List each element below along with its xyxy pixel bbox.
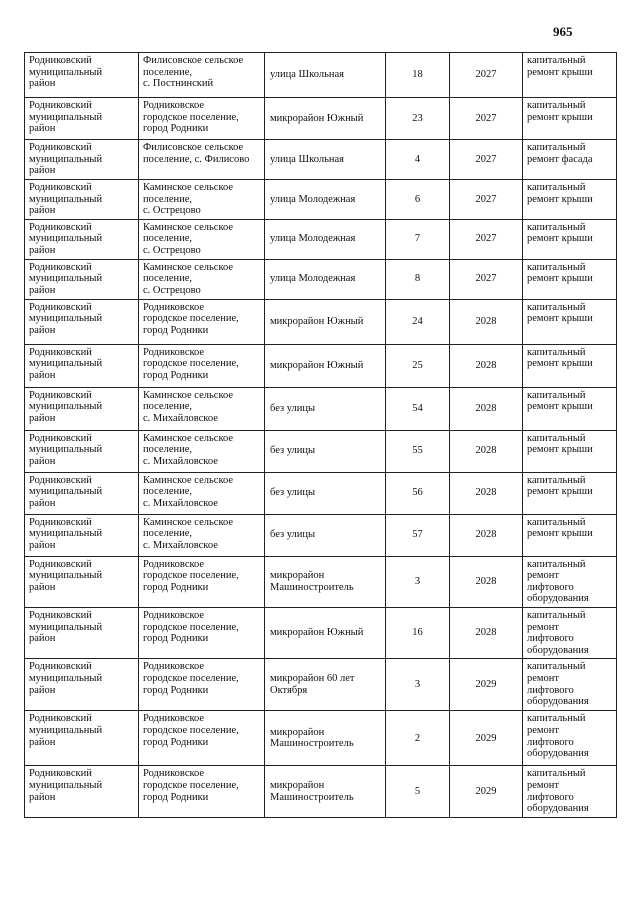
year-cell — [450, 140, 523, 180]
work-type-cell-text: капитальный ремонт крыши — [527, 301, 593, 325]
year-cell — [450, 766, 523, 817]
work-type-cell — [523, 53, 617, 98]
table-row — [25, 259, 617, 299]
settlement-cell — [139, 344, 265, 387]
table-row — [25, 53, 617, 98]
table-row — [25, 180, 617, 220]
work-type-cell — [523, 607, 617, 658]
street-cell — [265, 53, 386, 98]
year-cell — [450, 514, 523, 556]
work-type-cell — [523, 766, 617, 817]
table-row — [25, 556, 617, 607]
house-number-cell — [386, 766, 450, 817]
settlement-cell-text: Каминское сельское поселение, с. Михайловское — [143, 389, 234, 424]
table-body — [25, 53, 617, 818]
house-number-cell-text: 24 — [412, 315, 423, 327]
settlement-cell — [139, 98, 265, 140]
district-cell-text: Родниковский муниципальный район — [29, 609, 103, 645]
year-cell — [450, 711, 523, 766]
street-cell — [265, 219, 386, 259]
settlement-cell — [139, 556, 265, 607]
house-number-cell — [386, 430, 450, 472]
district-cell-text: Родниковский муниципальный район — [29, 142, 103, 177]
house-number-cell-text: 2 — [414, 732, 421, 744]
house-number-cell-text: 57 — [412, 529, 423, 541]
settlement-cell — [139, 711, 265, 766]
house-number-cell-text: 4 — [414, 153, 421, 165]
work-type-cell — [523, 556, 617, 607]
work-type-cell — [523, 219, 617, 259]
settlement-cell — [139, 472, 265, 514]
work-type-cell-text: капитальный ремонт крыши — [527, 474, 593, 498]
house-number-cell — [386, 344, 450, 387]
street-cell-text: микрорайон Машиностроитель — [270, 570, 354, 593]
year-cell — [450, 180, 523, 220]
district-cell — [25, 472, 139, 514]
settlement-cell — [139, 219, 265, 259]
district-cell — [25, 514, 139, 556]
year-cell — [450, 387, 523, 430]
street-cell-text: микрорайон Южный — [270, 627, 364, 639]
year-cell-text: 2027 — [475, 273, 497, 285]
settlement-cell-text: Родниковское городское поселение, город Родники — [143, 609, 239, 645]
year-cell — [450, 299, 523, 344]
street-cell — [265, 430, 386, 472]
street-cell-text: без улицы — [270, 445, 316, 457]
house-number-cell — [386, 98, 450, 140]
work-type-cell-text: капитальный ремонт лифтового оборудования — [527, 609, 589, 656]
table-row — [25, 514, 617, 556]
district-cell-text: Родниковский муниципальный район — [29, 301, 103, 336]
street-cell — [265, 711, 386, 766]
work-type-cell — [523, 514, 617, 556]
table-row — [25, 387, 617, 430]
table-row — [25, 711, 617, 766]
settlement-cell — [139, 659, 265, 711]
settlement-cell-text: Родниковское городское поселение, город Родники — [143, 661, 239, 696]
house-number-cell — [386, 472, 450, 514]
street-cell-text: без улицы — [270, 402, 316, 414]
district-cell — [25, 259, 139, 299]
work-type-cell-text: капитальный ремонт крыши — [527, 261, 593, 285]
street-cell-text: улица Молодежная — [270, 233, 356, 245]
year-cell-text: 2028 — [475, 575, 497, 587]
district-cell-text: Родниковский муниципальный район — [29, 261, 103, 296]
year-cell — [450, 53, 523, 98]
street-cell — [265, 659, 386, 711]
work-type-cell-text: капитальный ремонт лифтового оборудования — [527, 661, 589, 708]
work-type-cell — [523, 711, 617, 766]
page-number: 965 — [553, 24, 573, 39]
year-cell-text: 2028 — [475, 315, 497, 327]
street-cell-text: микрорайон 60 лет Октября — [270, 673, 355, 696]
street-cell — [265, 259, 386, 299]
district-cell — [25, 344, 139, 387]
house-number-cell-text: 56 — [412, 487, 423, 499]
house-number-cell-text: 3 — [414, 575, 421, 587]
work-type-cell-text: капитальный ремонт крыши — [527, 389, 593, 413]
work-type-cell — [523, 659, 617, 711]
year-cell-text: 2028 — [475, 487, 497, 499]
settlement-cell — [139, 299, 265, 344]
work-type-cell-text: капитальный ремонт крыши — [527, 182, 593, 205]
street-cell — [265, 299, 386, 344]
work-type-cell-text: капитальный ремонт фасада — [527, 142, 593, 165]
house-number-cell — [386, 180, 450, 220]
house-number-cell — [386, 140, 450, 180]
street-cell-text: улица Школьная — [270, 69, 344, 81]
house-number-cell-text: 5 — [414, 785, 421, 797]
house-number-cell-text: 55 — [412, 445, 423, 457]
house-number-cell-text: 6 — [414, 193, 421, 205]
year-cell — [450, 659, 523, 711]
street-cell — [265, 344, 386, 387]
year-cell-text: 2027 — [475, 69, 497, 81]
repair-schedule-table — [24, 52, 617, 818]
table-row — [25, 219, 617, 259]
year-cell-text: 2028 — [475, 627, 497, 639]
settlement-cell-text: Филисовское сельское поселение, с. Постнинский — [143, 55, 244, 90]
settlement-cell — [139, 514, 265, 556]
work-type-cell — [523, 180, 617, 220]
house-number-cell — [386, 219, 450, 259]
district-cell — [25, 607, 139, 658]
settlement-cell — [139, 607, 265, 658]
district-cell — [25, 180, 139, 220]
house-number-cell-text: 25 — [412, 359, 423, 371]
settlement-cell — [139, 259, 265, 299]
year-cell — [450, 472, 523, 514]
settlement-cell-text: Каминское сельское поселение, с. Острецово — [143, 221, 234, 256]
year-cell-text: 2029 — [475, 679, 497, 691]
work-type-cell — [523, 387, 617, 430]
year-cell — [450, 430, 523, 472]
settlement-cell — [139, 766, 265, 817]
district-cell — [25, 659, 139, 711]
settlement-cell — [139, 430, 265, 472]
district-cell-text: Родниковский муниципальный район — [29, 221, 103, 256]
house-number-cell — [386, 659, 450, 711]
district-cell-text: Родниковский муниципальный район — [29, 558, 103, 593]
work-type-cell — [523, 472, 617, 514]
settlement-cell — [139, 180, 265, 220]
year-cell — [450, 259, 523, 299]
work-type-cell — [523, 299, 617, 344]
district-cell-text: Родниковский муниципальный район — [29, 474, 103, 509]
year-cell — [450, 98, 523, 140]
settlement-cell-text: Родниковское городское поселение, город Родники — [143, 100, 239, 135]
district-cell-text: Родниковский муниципальный район — [29, 346, 103, 381]
work-type-cell-text: капитальный ремонт крыши — [527, 346, 593, 370]
settlement-cell — [139, 53, 265, 98]
house-number-cell — [386, 299, 450, 344]
work-type-cell-text: капитальный ремонт лифтового оборудования — [527, 558, 589, 605]
house-number-cell — [386, 387, 450, 430]
house-number-cell-text: 7 — [414, 233, 421, 245]
table-row — [25, 766, 617, 817]
street-cell-text: микрорайон Южный — [270, 112, 364, 124]
work-type-cell — [523, 259, 617, 299]
year-cell-text: 2029 — [475, 785, 497, 797]
house-number-cell — [386, 53, 450, 98]
work-type-cell-text: капитальный ремонт крыши — [527, 221, 593, 245]
work-type-cell-text: капитальный ремонт лифтового оборудования — [527, 713, 589, 760]
table-row — [25, 140, 617, 180]
settlement-cell-text: Родниковское городское поселение, город Родники — [143, 558, 239, 593]
house-number-cell-text: 54 — [412, 402, 423, 414]
settlement-cell-text: Родниковское городское поселение, город Родники — [143, 301, 239, 336]
district-cell-text: Родниковский муниципальный район — [29, 55, 103, 90]
table-row — [25, 344, 617, 387]
table-row — [25, 430, 617, 472]
district-cell-text: Родниковский муниципальный район — [29, 182, 103, 217]
district-cell-text: Родниковский муниципальный район — [29, 661, 103, 696]
district-cell — [25, 53, 139, 98]
year-cell — [450, 607, 523, 658]
year-cell — [450, 344, 523, 387]
district-cell — [25, 299, 139, 344]
street-cell — [265, 387, 386, 430]
street-cell-text: микрорайон Машиностроитель — [270, 726, 354, 750]
year-cell-text: 2027 — [475, 153, 497, 165]
street-cell — [265, 98, 386, 140]
district-cell — [25, 766, 139, 817]
year-cell-text: 2027 — [475, 193, 497, 205]
district-cell-text: Родниковский муниципальный район — [29, 100, 103, 135]
street-cell-text: улица Молодежная — [270, 193, 356, 205]
district-cell — [25, 556, 139, 607]
district-cell — [25, 140, 139, 180]
district-cell — [25, 219, 139, 259]
settlement-cell-text: Родниковское городское поселение, город Родники — [143, 713, 239, 748]
settlement-cell-text: Каминское сельское поселение, с. Острецово — [143, 261, 234, 296]
table-row — [25, 659, 617, 711]
table-row — [25, 299, 617, 344]
work-type-cell — [523, 98, 617, 140]
street-cell-text: без улицы — [270, 529, 316, 541]
district-cell — [25, 430, 139, 472]
street-cell-text: микрорайон Машиностроитель — [270, 779, 354, 803]
settlement-cell-text: Филисовское сельское поселение, с. Филисово — [143, 142, 250, 165]
house-number-cell-text: 3 — [414, 679, 421, 691]
house-number-cell — [386, 711, 450, 766]
district-cell-text: Родниковский муниципальный район — [29, 432, 103, 467]
street-cell — [265, 514, 386, 556]
settlement-cell-text: Каминское сельское поселение, с. Михайловское — [143, 474, 234, 509]
district-cell — [25, 711, 139, 766]
settlement-cell-text: Каминское сельское поселение, с. Михайловское — [143, 432, 234, 467]
settlement-cell — [139, 140, 265, 180]
district-cell-text: Родниковский муниципальный район — [29, 713, 103, 748]
street-cell — [265, 180, 386, 220]
district-cell — [25, 98, 139, 140]
district-cell — [25, 387, 139, 430]
year-cell-text: 2029 — [475, 732, 497, 744]
house-number-cell — [386, 556, 450, 607]
settlement-cell-text: Каминское сельское поселение, с. Михайловское — [143, 516, 234, 551]
district-cell-text: Родниковский муниципальный район — [29, 516, 103, 551]
table-row — [25, 98, 617, 140]
house-number-cell — [386, 259, 450, 299]
year-cell-text: 2027 — [475, 233, 497, 245]
street-cell-text: микрорайон Южный — [270, 315, 364, 327]
work-type-cell-text: капитальный ремонт крыши — [527, 516, 593, 540]
street-cell — [265, 607, 386, 658]
house-number-cell-text: 8 — [414, 273, 421, 285]
settlement-cell-text: Родниковское городское поселение, город Родники — [143, 346, 239, 381]
work-type-cell — [523, 430, 617, 472]
street-cell-text: микрорайон Южный — [270, 359, 364, 371]
street-cell — [265, 472, 386, 514]
work-type-cell — [523, 344, 617, 387]
work-type-cell-text: капитальный ремонт крыши — [527, 55, 593, 78]
year-cell-text: 2028 — [475, 529, 497, 541]
street-cell — [265, 140, 386, 180]
year-cell — [450, 556, 523, 607]
settlement-cell-text: Каминское сельское поселение, с. Острецово — [143, 182, 234, 217]
settlement-cell — [139, 387, 265, 430]
work-type-cell-text: капитальный ремонт крыши — [527, 432, 593, 456]
district-cell-text: Родниковский муниципальный район — [29, 768, 103, 803]
street-cell — [265, 556, 386, 607]
street-cell-text: улица Школьная — [270, 153, 344, 165]
work-type-cell — [523, 140, 617, 180]
house-number-cell-text: 23 — [412, 112, 423, 124]
house-number-cell-text: 16 — [412, 627, 423, 639]
district-cell-text: Родниковский муниципальный район — [29, 389, 103, 424]
street-cell-text: без улицы — [270, 487, 316, 499]
work-type-cell-text: капитальный ремонт лифтового оборудования — [527, 768, 589, 815]
house-number-cell-text: 18 — [412, 69, 423, 81]
street-cell-text: улица Молодежная — [270, 273, 356, 285]
settlement-cell-text: Родниковское городское поселение, город Родники — [143, 768, 239, 803]
house-number-cell — [386, 607, 450, 658]
year-cell-text: 2028 — [475, 445, 497, 457]
work-type-cell-text: капитальный ремонт крыши — [527, 100, 593, 123]
house-number-cell — [386, 514, 450, 556]
table-row — [25, 472, 617, 514]
year-cell-text: 2028 — [475, 402, 497, 414]
year-cell — [450, 219, 523, 259]
table-row — [25, 607, 617, 658]
street-cell — [265, 766, 386, 817]
year-cell-text: 2027 — [475, 112, 497, 124]
year-cell-text: 2028 — [475, 359, 497, 371]
